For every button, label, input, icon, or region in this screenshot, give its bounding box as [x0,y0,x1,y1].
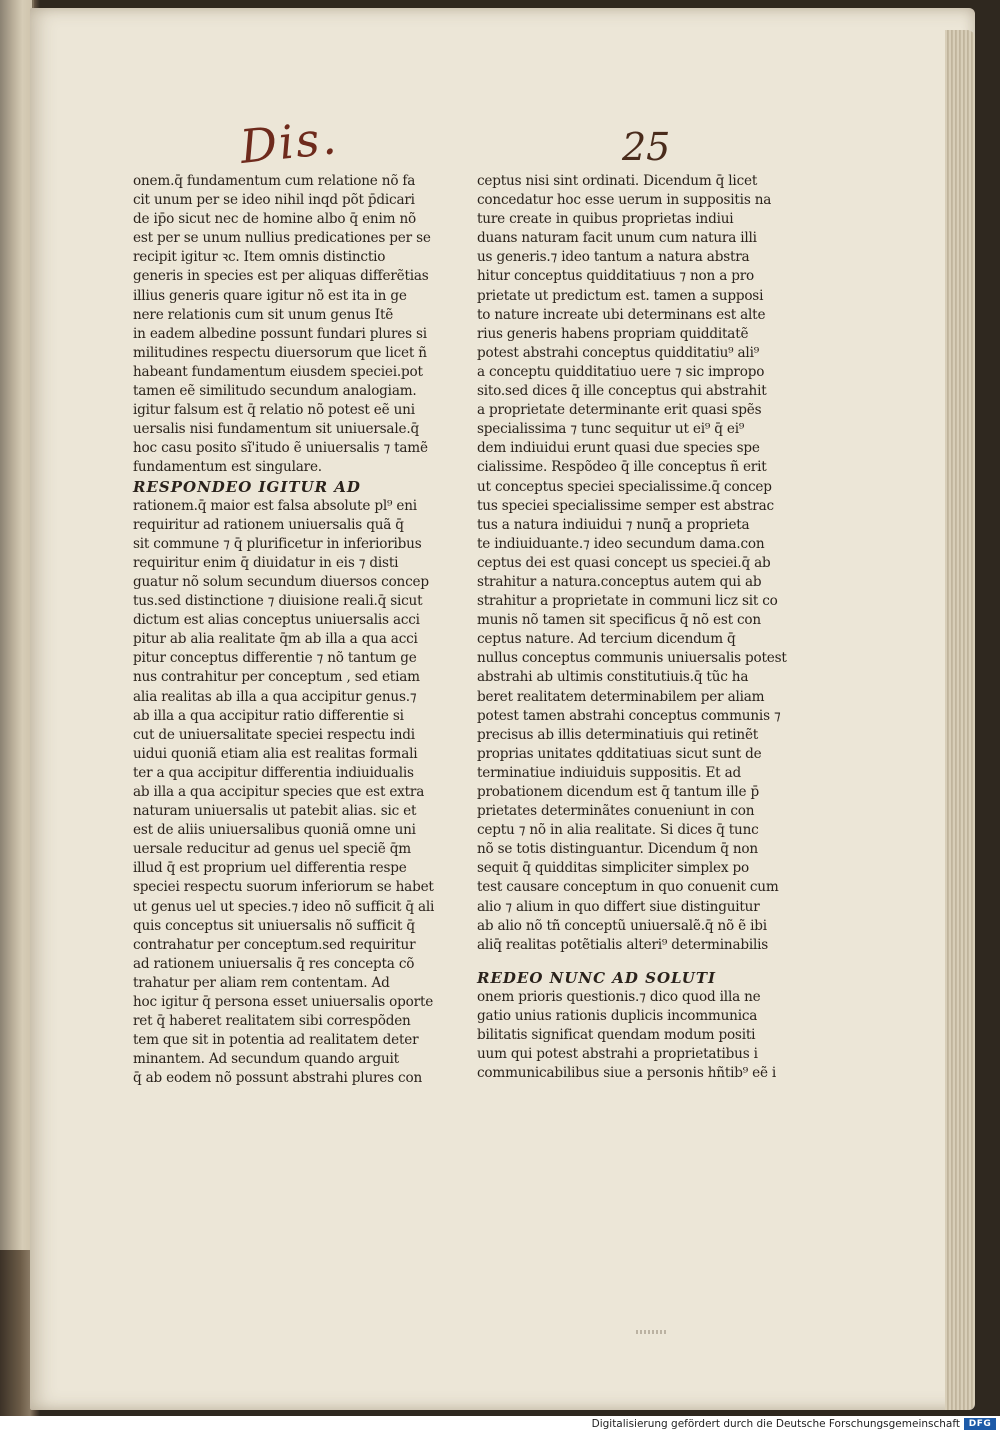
text-line: probationem dicendum est q̄ tantum ille p̄ [477,784,760,800]
text-line: pitur conceptus differentie ⁊ nõ tantum ge [133,650,417,667]
text-line: ture create in quibus proprietas indiui [477,211,734,228]
text-line: test causare conceptum in quo conuenit cum [477,879,779,896]
text-line: speciei respectu suorum inferiorum se habet [133,879,434,896]
text-line: dem indiuidui erunt quasi due species spe [477,440,760,457]
folio-number: 25 [622,125,671,169]
funding-credit: Digitalisierung gefördert durch die Deutsche Forschungsgemeinschaft [591,1418,960,1430]
text-line: hoc igitur q̄ persona esset uniuersalis oporte [133,994,434,1011]
text-line: nõ se totis distinguantur. Dicendum q̄ non [477,841,758,858]
text-line: potest abstrahi conceptus quidditatiu⁹ ali⁹ [477,344,759,361]
text-line: rationem.q̄ maior est falsa absolute pl⁹ eni [133,497,417,514]
text-line: ab illa a qua accipitur species que est extra [133,784,425,800]
text-line: ab illa a qua accipitur ratio differentie si [133,707,404,724]
text-line: terminatiue indiuiduis suppositis. Et ad [477,764,741,781]
dfg-logo: DFG [964,1418,996,1430]
text-line: cialissime. Respõdeo q̄ ille conceptus ñ erit [477,459,767,476]
text-line: tem que sit in potentia ad realitatem deter [133,1032,419,1049]
left-page-edge [0,0,34,1250]
text-line: sit commune ⁊ q̄ plurificetur in inferioribus [133,535,422,552]
text-line: illius generis quare igitur nõ est ita in ge [133,287,407,304]
text-line: abstrahi ab ultimis constitutiuis.q̄ tũc ha [477,669,749,686]
text-line: uersale reducitur ad genus uel speciẽ q̄m [133,841,411,858]
text-line: alia realitas ab illa a qua accipitur genus.⁊ [133,688,417,705]
text-line: uersalis nisi fundamentum sit uniuersale.q̄ [133,421,419,438]
text-line: habeant fundamentum eiusdem speciei.pot [133,363,423,380]
text-line: prietates determinãtes conueniunt in con [477,803,755,820]
text-line: naturam uniuersalis ut patebit alias. sic et [133,803,417,820]
text-line: illud q̄ est proprium uel differentia respe [133,860,407,877]
text-line: est per se unum nullius predicationes per se [133,230,431,247]
text-line: strahitur a proprietate in communi licz sit co [477,593,778,610]
text-line: nus contrahitur per conceptum , sed etiam [133,669,420,686]
text-line: de ip̄o sicut nec de homine albo q̄ enim nõ [133,211,416,228]
text-line: ceptus dei est quasi concept us speciei.q̄ ab [477,554,771,571]
text-line: us generis.⁊ ideo tantum a natura abstra [477,249,750,266]
text-line: in eadem albedine possunt fundari plures si [133,325,427,342]
text-line: munis nõ tamen sit specificus q̄ nõ est con [477,612,761,629]
text-line: alio ⁊ alium in quo differt siue distinguitur [477,898,760,915]
text-line: RESPONDEO IGITUR AD [133,477,361,496]
text-line: duans naturam facit unum cum natura illi [477,230,757,247]
text-line: concedatur hoc esse uerum in suppositis na [477,192,772,209]
text-line: te indiuiduante.⁊ ideo secundum dama.con [477,535,765,552]
text-column-left [133,172,435,1089]
text-line: q̄ ab eodem nõ possunt abstrahi plures con [133,1070,422,1087]
page-specks [636,1330,666,1334]
text-line: strahitur a natura.conceptus autem qui ab [477,573,762,590]
scan-footer [0,1416,1000,1433]
text-line: specialissima ⁊ tunc sequitur ut ei⁹ q̄ ei⁹ [477,421,745,438]
text-line: tus a natura indiuidui ⁊ nunq̄ a proprieta [477,516,750,533]
text-line: guatur nõ solum secundum diuersos concep [133,573,429,590]
text-line: prietate ut predictum est. tamen a supposi [477,287,764,304]
text-line: ut conceptus speciei specialissime.q̄ concep [477,478,772,495]
text-line: a proprietate determinante erit quasi spẽs [477,402,762,419]
text-line: militudines respectu diuersorum que licet ñ [133,344,427,361]
text-line: requiritur ad rationem uniuersalis quã q̄ [133,516,404,533]
text-line: ut genus uel ut species.⁊ ideo nõ sufficit q̄ ali [133,898,435,915]
text-line: ret q̄ haberet realitatem sibi correspõden [133,1013,411,1030]
text-line: sequit q̄ quidditas simpliciter simplex po [477,860,749,877]
text-line: recipit igitur ꝛc. Item omnis distinctio [133,249,386,266]
text-line: contrahatur per conceptum.sed requiritur [133,936,416,953]
text-line: aliq̄ realitas potẽtialis alteri⁹ determinabilis [477,936,769,953]
text-line: beret realitatem determinabilem per aliam [477,688,765,705]
text-line: ceptus nature. Ad tercium dicendum q̄ [477,631,736,648]
text-line: gatio unius rationis duplicis incommunica [477,1008,758,1025]
text-line: ceptu ⁊ nõ in alia realitate. Si dices q̄ tunc [477,822,759,839]
text-line: uum qui potest abstrahi a proprietatibus i [477,1046,758,1063]
text-line: proprias unitates qdditatiuas sicut sunt de [477,745,762,762]
text-line: requiritur enim q̄ diuidatur in eis ⁊ disti [133,554,399,571]
text-line: onem.q̄ fundamentum cum relatione nõ fa [133,173,416,189]
text-line: hoc casu posito sĩ'itudo ẽ uniuersalis ⁊ tamẽ [133,440,428,457]
text-line: cut de uniuersalitate speciei respectu indi [133,726,415,743]
text-line: trahatur per aliam rem contentam. Ad [133,974,390,991]
text-line: uidui quoniã etiam alia est realitas formali [133,745,418,762]
text-line: sito.sed dices q̄ ille conceptus qui abstrahit [477,383,767,400]
text-line: tamen eẽ similitudo secundum analogiam. [133,383,417,400]
text-line: REDEO NUNC AD SOLUTI [477,968,717,987]
text-line: nullus conceptus communis uniuersalis potest [477,650,787,667]
text-line: quis conceptus sit uniuersalis nõ sufficit q̄ [133,917,415,934]
text-line: ter a qua accipitur differentia indiuidualis [133,764,414,781]
text-line: dictum est alias conceptus uniuersalis acci [133,612,420,629]
text-line [477,955,772,969]
text-line: ab alio nõ tñ conceptũ uniuersalẽ.q̄ nõ ẽ ibi [477,917,767,934]
text-line: nere relationis cum sit unum genus Itẽ [133,306,394,323]
text-line: ad rationem uniuersalis q̄ res concepta cõ [133,955,415,972]
text-column-right [477,172,787,1083]
text-line: a conceptu quidditatiuo uere ⁊ sic impropo [477,363,765,380]
text-line: bilitatis significat quendam modum positi [477,1027,756,1044]
text-line: igitur falsum est q̄ relatio nõ potest eẽ uni [133,402,415,419]
page-edge-stack [945,30,975,1410]
text-line: potest tamen abstrahi conceptus communis ⁊ [477,707,781,724]
text-line: precisus ab illis determinatiuis qui retinẽt [477,726,759,743]
text-line: ceptus nisi sint ordinati. Dicendum q̄ licet [477,173,758,189]
text-line: rius generis habens propriam quidditatẽ [477,325,749,342]
text-line: tus.sed distinctione ⁊ diuisione reali.q̄ sicut [133,593,423,610]
text-line: hitur conceptus quidditatiuus ⁊ non a pro [477,268,755,285]
text-line: to nature increate ubi determinans est alte [477,306,766,323]
text-line: onem prioris questionis.⁊ dico quod illa ne [477,988,761,1005]
text-line: communicabilibus siue a personis hñtib⁹ eẽ i [477,1065,777,1082]
text-line: generis in species est per aliquas differẽtias [133,268,429,285]
text-line: pitur ab alia realitate q̄m ab illa a qua acci [133,631,418,648]
text-line: cit unum per se ideo nihil inqd põt p̄dicari [133,192,415,209]
running-head-left: Dis. [237,110,341,174]
text-line: fundamentum est singulare. [133,459,322,476]
text-line: minantem. Ad secundum quando arguit [133,1051,399,1068]
text-line: tus speciei specialissime semper est abstrac [477,497,774,514]
text-line: est de aliis uniuersalibus quoniã omne uni [133,822,416,839]
